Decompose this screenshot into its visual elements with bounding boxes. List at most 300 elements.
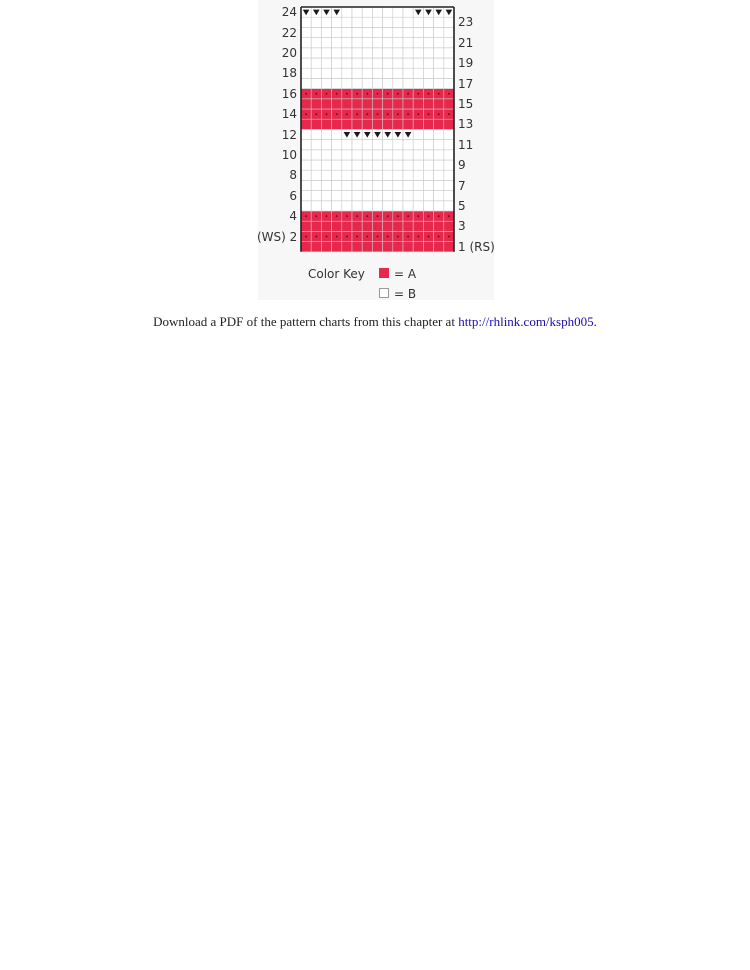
chart-cell [444, 68, 454, 78]
stitch-dot [336, 93, 338, 95]
chart-cell [372, 150, 382, 160]
chart-cell [321, 201, 331, 211]
color-b-key-text: = B [394, 287, 417, 301]
color-key-label: Color Key [308, 267, 365, 281]
chart-cell [423, 99, 433, 109]
chart-cell [444, 27, 454, 37]
chart-cell [311, 38, 321, 48]
chart-cell [352, 99, 362, 109]
chart-cell [332, 170, 342, 180]
chart-cell [372, 48, 382, 58]
chart-cell [383, 27, 393, 37]
chart-cell [321, 99, 331, 109]
chart-cell [372, 17, 382, 27]
chart-cell [332, 180, 342, 190]
pattern-chart-figure [258, 0, 494, 300]
stitch-dot [387, 215, 389, 217]
chart-cell [362, 201, 372, 211]
chart-cell [413, 38, 423, 48]
chart-cell [383, 201, 393, 211]
chart-cell [321, 129, 331, 139]
chart-cell [362, 191, 372, 201]
chart-cell [342, 160, 352, 170]
stitch-dot [417, 113, 419, 115]
chart-cell [383, 150, 393, 160]
chart-cell [423, 68, 433, 78]
chart-cell [393, 7, 403, 17]
chart-cell [444, 48, 454, 58]
chart-cell [362, 78, 372, 88]
chart-cell [352, 180, 362, 190]
chart-cell [372, 7, 382, 17]
chart-cell [362, 58, 372, 68]
chart-cell [352, 150, 362, 160]
chart-cell [383, 78, 393, 88]
chart-cell [332, 242, 342, 252]
chart-cell [423, 140, 433, 150]
chart-cell [393, 68, 403, 78]
stitch-dot [377, 236, 379, 238]
row-number-label: 19 [458, 56, 474, 71]
chart-cell [403, 78, 413, 88]
chart-cell [383, 140, 393, 150]
row-number-label: 21 [458, 35, 474, 50]
stitch-dot [336, 236, 338, 238]
stitch-dot [428, 236, 430, 238]
chart-cell [301, 27, 311, 37]
chart-cell [372, 170, 382, 180]
chart-cell [342, 78, 352, 88]
chart-cell [301, 140, 311, 150]
chart-cell [301, 68, 311, 78]
chart-cell [413, 242, 423, 252]
chart-cell [413, 201, 423, 211]
chart-cell [342, 38, 352, 48]
stitch-dot [417, 93, 419, 95]
chart-cell [403, 201, 413, 211]
chart-cell [362, 140, 372, 150]
chart-cell [342, 7, 352, 17]
chart-cell [383, 160, 393, 170]
chart-cell [444, 99, 454, 109]
chart-cell [352, 221, 362, 231]
stitch-dot [397, 236, 399, 238]
stitch-dot [387, 93, 389, 95]
stitch-dot [448, 93, 450, 95]
stitch-dot [397, 215, 399, 217]
chart-cell [301, 129, 311, 139]
chart-cell [332, 150, 342, 160]
chart-cell [393, 17, 403, 27]
chart-cell [393, 27, 403, 37]
chart-cell [362, 160, 372, 170]
chart-cell [311, 27, 321, 37]
chart-cell [393, 170, 403, 180]
chart-cell [403, 191, 413, 201]
chart-cell [352, 48, 362, 58]
stitch-dot [315, 215, 317, 217]
chart-cell [301, 191, 311, 201]
chart-cell [321, 180, 331, 190]
row-number-label: 17 [458, 76, 474, 91]
row-number-label: 13 [458, 117, 474, 132]
chart-cell [362, 17, 372, 27]
pattern-charts-link[interactable]: http://rhlink.com/ksph005 [458, 314, 594, 329]
stitch-dot [305, 113, 307, 115]
chart-cell [372, 180, 382, 190]
chart-cell [321, 27, 331, 37]
stitch-dot [315, 93, 317, 95]
chart-cell [383, 180, 393, 190]
chart-cell [393, 140, 403, 150]
chart-cell [434, 17, 444, 27]
chart-cell [444, 78, 454, 88]
chart-cell [311, 58, 321, 68]
stitch-dot [366, 113, 368, 115]
chart-cell [321, 140, 331, 150]
chart-cell [434, 48, 444, 58]
stitch-dot [387, 236, 389, 238]
chart-cell [332, 191, 342, 201]
chart-cell [403, 160, 413, 170]
chart-cell [403, 170, 413, 180]
chart-cell [383, 7, 393, 17]
chart-cell [434, 180, 444, 190]
stitch-dot [305, 215, 307, 217]
chart-cell [301, 160, 311, 170]
chart-cell [403, 48, 413, 58]
chart-cell [311, 129, 321, 139]
row-number-label: 16 [281, 86, 297, 101]
chart-cell [444, 201, 454, 211]
chart-cell [311, 17, 321, 27]
chart-cell [434, 150, 444, 160]
chart-cell [393, 99, 403, 109]
row-number-label: 8 [289, 168, 297, 183]
color-a-swatch [379, 268, 389, 278]
caption-text: Download a PDF of the pattern charts from this chapter at [153, 314, 459, 329]
chart-cell [352, 17, 362, 27]
chart-cell [301, 201, 311, 211]
chart-cell [301, 17, 311, 27]
chart-cell [393, 150, 403, 160]
chart-cell [403, 68, 413, 78]
chart-cell [444, 119, 454, 129]
row-number-label: 15 [458, 96, 474, 111]
stitch-dot [366, 236, 368, 238]
chart-cell [311, 180, 321, 190]
stitch-dot [356, 113, 358, 115]
chart-cell [311, 48, 321, 58]
chart-cell [362, 150, 372, 160]
chart-cell [342, 17, 352, 27]
stitch-dot [346, 215, 348, 217]
chart-cell [434, 129, 444, 139]
chart-cell [413, 99, 423, 109]
chart-cell [444, 58, 454, 68]
chart-cell [342, 99, 352, 109]
stitch-dot [366, 93, 368, 95]
stitch-dot [356, 236, 358, 238]
chart-cell [342, 48, 352, 58]
chart-cell [423, 17, 433, 27]
stitch-dot [387, 113, 389, 115]
chart-cell [362, 27, 372, 37]
stitch-dot [417, 236, 419, 238]
chart-cell [342, 150, 352, 160]
stitch-dot [356, 93, 358, 95]
stitch-dot [438, 113, 440, 115]
chart-cell [393, 48, 403, 58]
chart-cell [423, 201, 433, 211]
chart-cell [321, 170, 331, 180]
chart-cell [393, 180, 403, 190]
chart-cell [434, 140, 444, 150]
stitch-dot [407, 113, 409, 115]
chart-cell [342, 201, 352, 211]
chart-cell [444, 221, 454, 231]
stitch-dot [417, 215, 419, 217]
chart-cell [301, 180, 311, 190]
chart-cell [434, 38, 444, 48]
chart-cell [342, 180, 352, 190]
chart-cell [372, 191, 382, 201]
chart-cell [352, 119, 362, 129]
chart-cell [321, 58, 331, 68]
chart-cell [393, 38, 403, 48]
chart-cell [342, 140, 352, 150]
chart-cell [352, 160, 362, 170]
chart-cell [383, 17, 393, 27]
chart-cell [352, 242, 362, 252]
chart-cell [311, 68, 321, 78]
chart-cell [383, 119, 393, 129]
chart-cell [444, 242, 454, 252]
stitch-dot [448, 236, 450, 238]
stitch-dot [366, 215, 368, 217]
chart-cell [423, 221, 433, 231]
chart-cell [423, 242, 433, 252]
chart-cell [342, 68, 352, 78]
chart-cell [352, 78, 362, 88]
chart-cell [393, 191, 403, 201]
chart-cell [383, 48, 393, 58]
chart-cell [383, 221, 393, 231]
chart-cell [362, 38, 372, 48]
chart-cell [332, 48, 342, 58]
stitch-dot [305, 236, 307, 238]
row-number-label: (WS) 2 [257, 229, 298, 244]
chart-cell [352, 58, 362, 68]
chart-cell [434, 221, 444, 231]
chart-cell [372, 201, 382, 211]
row-number-label: 3 [458, 219, 466, 234]
chart-cell [332, 38, 342, 48]
stitch-dot [326, 215, 328, 217]
chart-cell [423, 170, 433, 180]
chart-cell [434, 78, 444, 88]
chart-cell [311, 221, 321, 231]
chart-cell [311, 140, 321, 150]
chart-cell [362, 48, 372, 58]
chart-cell [321, 150, 331, 160]
chart-cell [403, 7, 413, 17]
chart-cell [311, 99, 321, 109]
chart-cell [393, 58, 403, 68]
chart-cell [321, 17, 331, 27]
chart-cell [301, 170, 311, 180]
row-number-label: 12 [281, 127, 297, 142]
chart-cell [301, 48, 311, 58]
chart-cell [383, 99, 393, 109]
chart-cell [403, 221, 413, 231]
chart-cell [321, 160, 331, 170]
chart-cell [413, 58, 423, 68]
chart-cell [383, 68, 393, 78]
row-number-label: 24 [281, 5, 297, 20]
chart-cell [413, 160, 423, 170]
chart-cell [403, 99, 413, 109]
chart-cell [321, 221, 331, 231]
chart-cell [301, 242, 311, 252]
chart-cell [301, 58, 311, 68]
chart-cell [423, 58, 433, 68]
chart-cell [362, 119, 372, 129]
stitch-dot [346, 93, 348, 95]
chart-cell [332, 140, 342, 150]
chart-cell [434, 170, 444, 180]
chart-cell [342, 58, 352, 68]
chart-cell [383, 191, 393, 201]
chart-cell [372, 38, 382, 48]
chart-cell [403, 119, 413, 129]
stitch-dot [315, 236, 317, 238]
chart-cell [352, 201, 362, 211]
chart-cell [372, 27, 382, 37]
chart-cell [372, 221, 382, 231]
stitch-dot [397, 113, 399, 115]
chart-cell [434, 191, 444, 201]
chart-cell [434, 201, 444, 211]
stitch-dot [448, 215, 450, 217]
chart-cell [332, 78, 342, 88]
chart-cell [332, 99, 342, 109]
chart-cell [321, 48, 331, 58]
chart-cell [332, 160, 342, 170]
chart-cell [332, 27, 342, 37]
caption-suffix: . [593, 314, 597, 329]
chart-cell [383, 38, 393, 48]
chart-cell [403, 58, 413, 68]
chart-cell [393, 119, 403, 129]
chart-cell [423, 150, 433, 160]
chart-cell [393, 221, 403, 231]
chart-cell [321, 191, 331, 201]
chart-cell [362, 99, 372, 109]
chart-cell [332, 68, 342, 78]
stitch-dot [315, 113, 317, 115]
chart-cell [372, 68, 382, 78]
stitch-dot [377, 215, 379, 217]
row-number-label: 1 (RS) [458, 239, 495, 254]
chart-cell [444, 150, 454, 160]
row-number-label: 10 [281, 147, 297, 162]
chart-cell [403, 17, 413, 27]
chart-cell [362, 242, 372, 252]
chart-cell [444, 129, 454, 139]
chart-cell [332, 201, 342, 211]
chart-cell [444, 180, 454, 190]
stitch-dot [407, 93, 409, 95]
stitch-dot [407, 236, 409, 238]
chart-cell [403, 150, 413, 160]
chart-cell [362, 221, 372, 231]
chart-cell [332, 221, 342, 231]
stitch-dot [438, 93, 440, 95]
stitch-dot [397, 93, 399, 95]
stitch-dot [336, 113, 338, 115]
chart-cell [332, 129, 342, 139]
chart-cell [362, 180, 372, 190]
chart-cell [311, 150, 321, 160]
stitch-dot [346, 113, 348, 115]
row-number-label: 4 [289, 209, 297, 224]
chart-cell [413, 78, 423, 88]
chart-cell [423, 160, 433, 170]
chart-cell [311, 191, 321, 201]
color-a-key-text: = A [394, 267, 417, 281]
chart-cell [413, 119, 423, 129]
chart-cell [434, 68, 444, 78]
chart-cell [311, 119, 321, 129]
chart-cell [403, 140, 413, 150]
chart-cell [301, 221, 311, 231]
chart-cell [372, 58, 382, 68]
row-number-label: 11 [458, 137, 474, 152]
chart-cell [423, 48, 433, 58]
chart-cell [311, 201, 321, 211]
stitch-dot [428, 215, 430, 217]
chart-cell [393, 160, 403, 170]
chart-cell [301, 119, 311, 129]
stitch-dot [428, 113, 430, 115]
chart-cell [362, 7, 372, 17]
chart-cell [413, 48, 423, 58]
chart-cell [423, 191, 433, 201]
chart-cell [403, 242, 413, 252]
chart-cell [321, 78, 331, 88]
chart-cell [423, 78, 433, 88]
chart-cell [434, 119, 444, 129]
stitch-dot [448, 113, 450, 115]
stitch-dot [428, 93, 430, 95]
stitch-dot [326, 93, 328, 95]
chart-cell [301, 78, 311, 88]
chart-cell [321, 242, 331, 252]
stitch-dot [356, 215, 358, 217]
stitch-dot [438, 236, 440, 238]
chart-cell [383, 58, 393, 68]
chart-cell [403, 27, 413, 37]
chart-cell [342, 242, 352, 252]
row-number-label: 22 [281, 25, 297, 40]
chart-cell [372, 242, 382, 252]
chart-cell [393, 242, 403, 252]
chart-cell [403, 38, 413, 48]
chart-cell [301, 99, 311, 109]
chart-cell [342, 221, 352, 231]
chart-cell [413, 129, 423, 139]
